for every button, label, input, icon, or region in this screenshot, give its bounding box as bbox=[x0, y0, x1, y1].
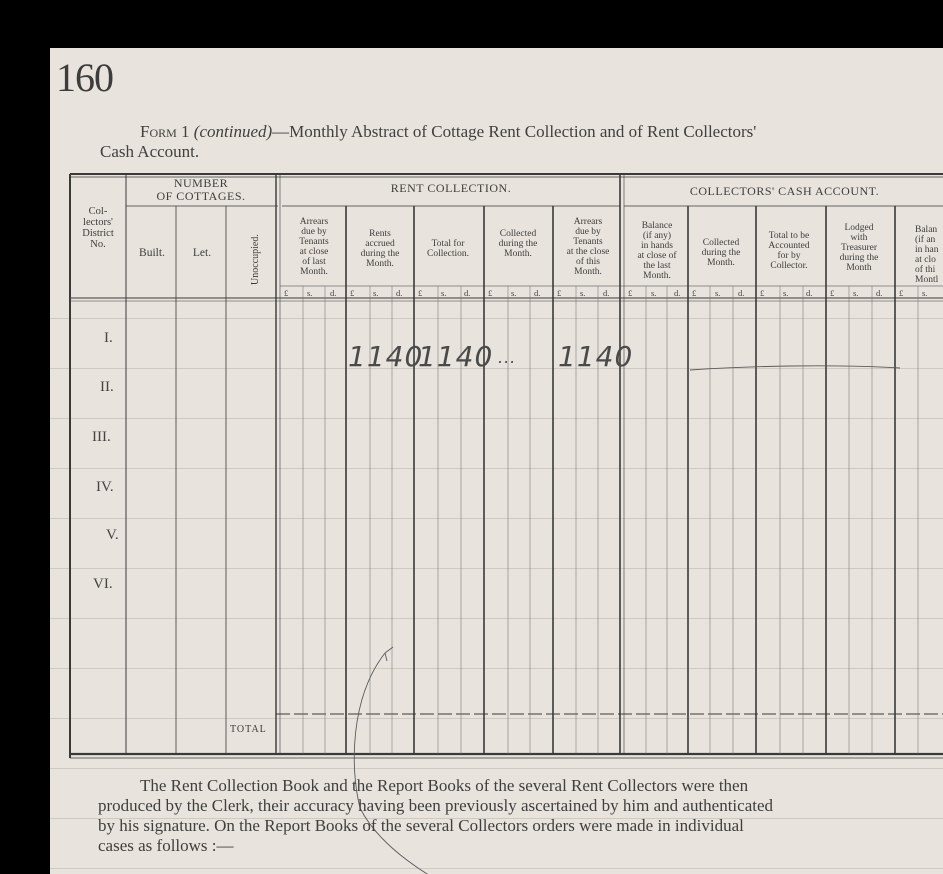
district-number: IV. bbox=[96, 479, 114, 495]
currency-symbol: £ bbox=[628, 288, 633, 298]
rent-col-header bbox=[555, 218, 621, 278]
cash-group-header: COLLECTORS' CASH ACCOUNT. bbox=[689, 184, 880, 198]
currency-symbol: s. bbox=[783, 288, 789, 298]
rent-col-header bbox=[486, 230, 550, 260]
currency-symbol: £ bbox=[899, 288, 904, 298]
cash-col-header-line: Accounted bbox=[768, 240, 810, 251]
currency-symbol: s. bbox=[580, 288, 586, 298]
district-number: I. bbox=[104, 330, 113, 346]
rent-col-header-line: Tenants bbox=[573, 236, 603, 247]
rent-col-header-line: Rents bbox=[369, 229, 391, 239]
rent-col-header bbox=[348, 230, 412, 270]
page-number: 160 bbox=[56, 55, 113, 100]
cash-col-header-line: Month. bbox=[643, 270, 671, 281]
rent-col-header-line: due by bbox=[575, 226, 601, 237]
currency-symbol: s. bbox=[511, 288, 517, 298]
rent-col-header-line: accrued bbox=[365, 238, 395, 249]
rent-col-header-line: at close bbox=[299, 246, 329, 257]
currency-symbol: d. bbox=[876, 288, 883, 298]
currency-symbol: £ bbox=[488, 288, 493, 298]
currency-symbol: s. bbox=[441, 288, 447, 298]
currency-symbol: d. bbox=[738, 288, 745, 298]
form-label: Form 1 bbox=[140, 122, 190, 141]
rent-col-header-line: Tenants bbox=[299, 236, 329, 247]
cash-col-header-line: in hands bbox=[641, 240, 673, 251]
currency-symbol: d. bbox=[603, 288, 610, 298]
cash-col-header-line: in han bbox=[915, 244, 939, 255]
total-label: TOTAL bbox=[230, 724, 267, 735]
rent-group-header: RENT COLLECTION. bbox=[390, 181, 512, 195]
cash-col-header-line: during the bbox=[839, 252, 879, 263]
currency-symbol: d. bbox=[464, 288, 471, 298]
cash-col-header-line: Montl bbox=[915, 274, 939, 285]
cash-col-header bbox=[758, 232, 820, 272]
district-header bbox=[72, 206, 124, 250]
cash-col-header-line: at close of bbox=[637, 250, 677, 261]
rent-col-header-line: Month. bbox=[300, 266, 328, 277]
cash-col-header-line: for by bbox=[777, 250, 801, 261]
currency-symbol: s. bbox=[651, 288, 657, 298]
cash-col-header bbox=[897, 226, 943, 286]
rent-col-header-line: of this bbox=[575, 256, 600, 267]
cash-col-header-line: (if an bbox=[915, 234, 936, 245]
rent-col-header-line: Arrears bbox=[299, 217, 329, 227]
currency-symbol: £ bbox=[284, 288, 289, 298]
cash-col-header-line: at clo bbox=[915, 254, 936, 265]
rent-col-header-line: during the bbox=[498, 238, 538, 249]
paragraph-line: produced by the Clerk, their accuracy having been previously ascertained by him and authenticated bbox=[98, 796, 774, 815]
district-header-line: Col- bbox=[88, 206, 108, 217]
col-built: Built. bbox=[139, 247, 165, 259]
rent-col-header-line: Month. bbox=[366, 258, 394, 269]
cash-col-header-line: (if any) bbox=[642, 230, 672, 241]
currency-symbol: s. bbox=[715, 288, 721, 298]
rent-col-header bbox=[416, 240, 480, 260]
cash-col-header-line: of thi bbox=[915, 264, 936, 275]
cash-col-header-line: Collected bbox=[702, 238, 740, 248]
cash-col-header bbox=[626, 222, 688, 282]
ledger-page bbox=[50, 48, 943, 874]
handwritten-collected-dots: ... bbox=[498, 348, 517, 367]
form-title-rest: —Monthly Abstract of Cottage Rent Collection and of Rent Collectors' bbox=[272, 122, 757, 141]
rent-col-header-line: Arrears bbox=[573, 217, 603, 227]
district-number: V. bbox=[106, 527, 119, 543]
handwritten-arrears-close: 1140 bbox=[558, 340, 634, 373]
currency-symbol: d. bbox=[674, 288, 681, 298]
handwritten-total-collection: 1140 bbox=[418, 340, 494, 373]
abstract-table bbox=[50, 48, 943, 874]
rent-col-header-line: Collected bbox=[499, 229, 537, 239]
district-number: III. bbox=[92, 429, 111, 445]
rent-col-header-line: Month. bbox=[504, 248, 532, 259]
currency-symbol: £ bbox=[692, 288, 697, 298]
currency-symbol: £ bbox=[418, 288, 423, 298]
currency-symbol: s. bbox=[307, 288, 313, 298]
cottages-group-line: OF COTTAGES. bbox=[156, 188, 246, 203]
cash-col-header-line: Balance bbox=[641, 221, 673, 231]
cash-col-header-line: Month bbox=[846, 262, 872, 273]
currency-symbol: £ bbox=[557, 288, 562, 298]
form-continued: (continued) bbox=[193, 122, 273, 141]
rent-col-header-line: Collection. bbox=[427, 248, 469, 259]
rent-col-header-line: due by bbox=[301, 226, 327, 237]
currency-symbol: s. bbox=[373, 288, 379, 298]
cash-col-header-line: Balan bbox=[915, 225, 938, 235]
district-header-line: No. bbox=[90, 239, 106, 251]
currency-symbol: s. bbox=[853, 288, 859, 298]
cash-col-header-line: Lodged bbox=[844, 223, 874, 233]
currency-symbol: d. bbox=[396, 288, 403, 298]
rent-col-header bbox=[282, 218, 346, 278]
cash-col-header bbox=[690, 239, 752, 269]
cash-col-header-line: Month. bbox=[707, 257, 735, 268]
currency-symbol: £ bbox=[830, 288, 835, 298]
col-let: Let. bbox=[192, 247, 212, 259]
currency-symbol: £ bbox=[350, 288, 355, 298]
paragraph-line: by his signature. On the Report Books of the several Collectors orders were made in individual bbox=[98, 816, 744, 835]
rent-col-header-line: during the bbox=[360, 248, 400, 259]
district-number: II. bbox=[100, 379, 114, 395]
rent-col-header-line: Month. bbox=[574, 266, 602, 277]
cash-col-header-line: during the bbox=[701, 247, 741, 258]
cash-col-header bbox=[828, 224, 890, 274]
cash-col-header-line: Treasurer bbox=[840, 242, 878, 253]
cash-col-header-line: Total to be bbox=[768, 231, 810, 241]
col-unoccupied: Unoccupied. bbox=[250, 234, 261, 285]
rent-col-header-line: of last bbox=[302, 256, 326, 267]
cottages-group-line: NUMBER bbox=[173, 176, 229, 190]
district-header-line: lectors' bbox=[83, 217, 113, 229]
currency-symbol: £ bbox=[760, 288, 765, 298]
cash-col-header-line: Collector. bbox=[770, 260, 808, 271]
cash-col-header-line: with bbox=[850, 232, 868, 243]
currency-symbol: d. bbox=[330, 288, 337, 298]
currency-symbol: d. bbox=[806, 288, 813, 298]
paragraph-line: cases as follows :— bbox=[98, 836, 234, 855]
paragraph-line: The Rent Collection Book and the Report Books of the several Rent Collectors were then bbox=[140, 776, 749, 795]
currency-symbol: s. bbox=[922, 288, 928, 298]
district-header-line: District bbox=[82, 228, 114, 240]
rent-col-header-line: Total for bbox=[431, 239, 465, 249]
cash-col-header-line: the last bbox=[643, 260, 671, 271]
currency-symbol: d. bbox=[534, 288, 541, 298]
form-title-line2: Cash Account. bbox=[100, 142, 200, 161]
handwritten-rents-accrued: 1140 bbox=[348, 340, 424, 373]
rent-col-header-line: at the close bbox=[566, 246, 610, 257]
cottages-group-header bbox=[128, 177, 274, 202]
minutes-paragraph bbox=[98, 776, 943, 856]
district-number: VI. bbox=[93, 576, 113, 592]
